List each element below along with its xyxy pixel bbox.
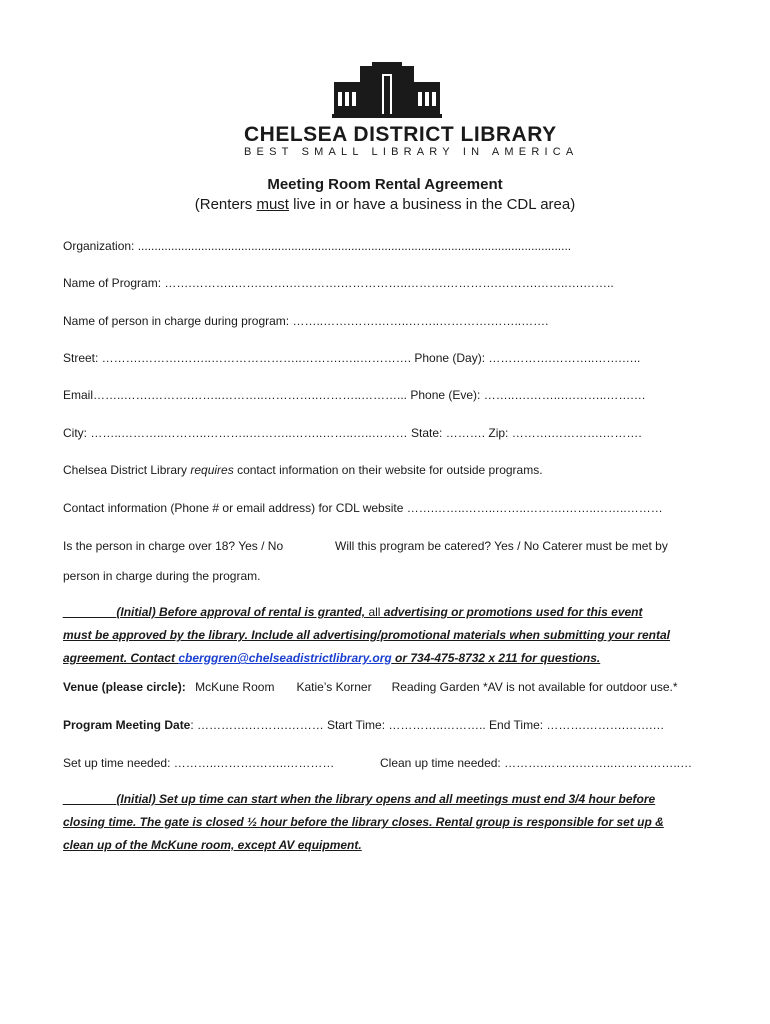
catered-question-cont: person in charge during the program. <box>63 569 261 583</box>
over-18-question[interactable]: Is the person in charge over 18? Yes / No <box>63 539 284 553</box>
meeting-date-time-fields[interactable]: : ………….……….……… Start Time: …………..……….. End Time: ……….……….…….… <box>190 718 665 732</box>
library-logo <box>244 62 579 158</box>
requires-text: Chelsea District Library <box>63 463 191 477</box>
requires-text-end: contact information on their website for outside programs. <box>233 463 543 477</box>
initial-blank-2[interactable]: ________ <box>63 792 117 806</box>
initial-advertising-line2: must be approved by the library. Include all advertising/promotional materials when submitting your rental <box>63 628 671 642</box>
initial-blank-1[interactable]: ________ <box>63 605 117 619</box>
initial-text-1c: advertising or promotions used for this event <box>383 605 643 619</box>
venue-option-katies-korner[interactable]: Katie’s Korner <box>296 680 372 694</box>
email-phone-eve-field[interactable]: Email……..…….……….……..………..…………..………..………... Phone (Eve): ……..….……..….……..…….… <box>63 388 646 402</box>
initial-advertising-line3 <box>63 650 600 666</box>
requires-contact-note <box>63 462 543 478</box>
subtitle-text: (Renters <box>194 196 257 213</box>
initial-label-1: (Initial) <box>116 605 156 619</box>
initial-setup-line2: closing time. The gate is closed ½ hour before the library closes. Rental group is responsible for set up & <box>63 815 664 829</box>
initial-label-2: (Initial) <box>116 792 156 806</box>
initial-text-1b: all <box>365 605 384 619</box>
street-phone-day-field[interactable]: Street: ……….……….……..…………………..……….…..…………. Phone (Day): …………….………..…….….. <box>63 351 641 365</box>
library-name: CHELSEA DISTRICT LIBRARY <box>244 123 557 146</box>
catered-question[interactable]: Will this program be catered? Yes / No Caterer must be met by <box>335 539 668 553</box>
page-title: Meeting Room Rental Agreement <box>267 176 503 193</box>
library-building-logo-icon <box>332 62 442 118</box>
initial-advertising-line1 <box>63 604 643 620</box>
requires-emphasis: requires <box>190 463 234 477</box>
initial-text-1a: Before approval of rental is granted, <box>155 605 366 619</box>
initial-setup-line3: clean up of the McKune room, except AV equipment. <box>63 838 362 852</box>
meeting-date-row[interactable] <box>63 717 664 733</box>
initial-setup-text-1: Set up time can start when the library opens and all meetings must end 3/4 hour before <box>155 792 656 806</box>
venue-row <box>63 679 678 695</box>
cleanup-time-field[interactable]: Clean up time needed: ……….……….……..……………..… <box>380 756 693 770</box>
setup-time-field[interactable]: Set up time needed: ………..……….……..………… <box>63 756 335 770</box>
program-name-field[interactable]: Name of Program: …….………..…….…….………….……………..……….………….……….……..….…….. <box>63 276 614 290</box>
venue-label: Venue (please circle): <box>63 680 186 694</box>
organization-field[interactable]: Organization: .................................................................................................................................. <box>63 239 572 253</box>
meeting-date-label: Program Meeting Date <box>63 718 191 732</box>
subtitle-text-end: live in or have a business in the CDL area) <box>288 196 576 213</box>
city-state-zip-field[interactable]: City: ……..………..………..………..………..……..……..…..……… State: ………. Zip: ……….………….………. <box>63 426 642 440</box>
person-in-charge-field[interactable]: Name of person in charge during program: ……..…….…….……..……..………….……..……. <box>63 314 549 328</box>
page-subtitle <box>0 196 770 213</box>
contact-info-field[interactable]: Contact information (Phone # or email address) for CDL website …….……..……..……..……….……..……..……… <box>63 501 663 515</box>
venue-option-mckune-room[interactable]: McKune Room <box>195 680 275 694</box>
contact-email-link[interactable]: cberggren@chelseadistrictlibrary.org <box>178 651 392 665</box>
initial-text-3b: or 734-475-8732 x 211 for questions. <box>391 651 601 665</box>
initial-text-3a: agreement. Contact <box>63 651 179 665</box>
subtitle-emphasis: must <box>256 196 289 213</box>
library-tagline: BEST SMALL LIBRARY IN AMERICA <box>244 146 579 158</box>
initial-setup-line1 <box>63 791 655 807</box>
venue-option-reading-garden[interactable]: Reading Garden *AV is not available for outdoor use.* <box>391 680 678 694</box>
